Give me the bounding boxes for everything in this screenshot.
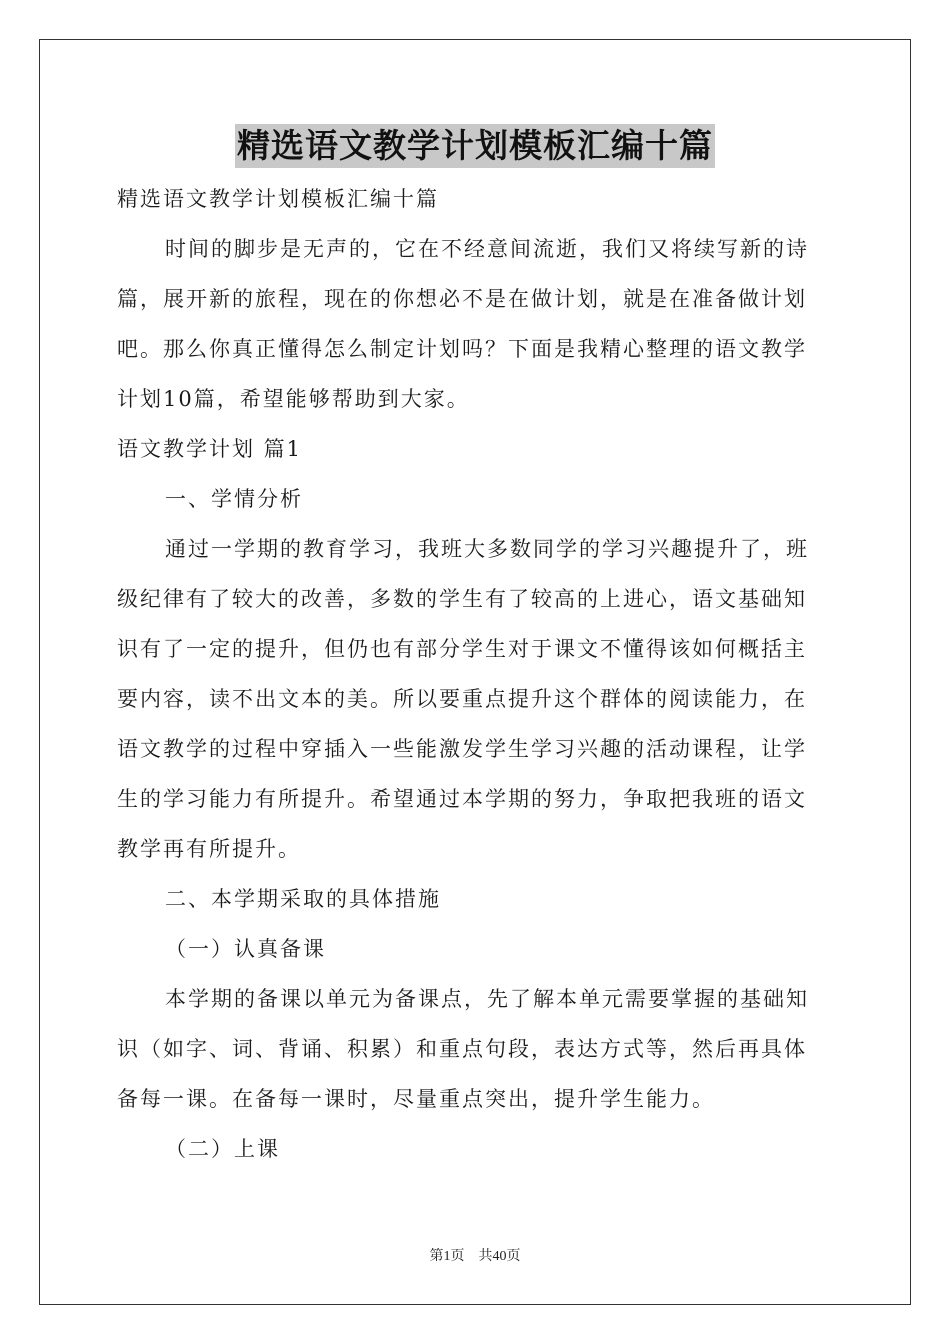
- paragraph-line: 本学期的备课以单元为备课点，先了解本单元需要掌握的基础知: [165, 987, 809, 1011]
- paragraph-line: 语文教学的过程中穿插入一些能激发学生学习兴趣的活动课程，让学: [117, 737, 807, 761]
- paragraph-line: 通过一学期的教育学习，我班大多数同学的学习兴趣提升了，班: [165, 537, 809, 561]
- subsection-heading: 一、学情分析: [165, 487, 303, 511]
- paragraph-line: 识（如字、词、背诵、积累）和重点句段，表达方式等，然后再具体: [117, 1037, 807, 1061]
- paragraph-line: 时间的脚步是无声的，它在不经意间流逝，我们又将续写新的诗: [165, 237, 809, 261]
- subsection-heading: （二）上课: [165, 1137, 280, 1161]
- subsection-heading: 二、本学期采取的具体措施: [165, 887, 441, 911]
- paragraph-line: 要内容，读不出文本的美。所以要重点提升这个群体的阅读能力，在: [117, 687, 807, 711]
- subsection-heading: （一）认真备课: [165, 937, 326, 961]
- paragraph-line: 识有了一定的提升，但仍也有部分学生对于课文不懂得该如何概括主: [117, 637, 807, 661]
- page-number: 第1页: [429, 1249, 465, 1264]
- page-border: [39, 39, 911, 1305]
- paragraph-line: 生的学习能力有所提升。希望通过本学期的努力，争取把我班的语文: [117, 787, 807, 811]
- document-title: 精选语文教学计划模板汇编十篇: [235, 124, 715, 168]
- page-footer: [0, 1248, 950, 1266]
- title-container: [0, 124, 950, 168]
- paragraph-line: 计划10篇，希望能够帮助到大家。: [117, 387, 470, 411]
- paragraph-line: 教学再有所提升。: [117, 837, 301, 861]
- paragraph-line: 篇，展开新的旅程，现在的你想必不是在做计划，就是在准备做计划: [117, 287, 807, 311]
- section-heading: 语文教学计划 篇1: [117, 437, 303, 461]
- paragraph-line: 级纪律有了较大的改善，多数的学生有了较高的上进心，语文基础知: [117, 587, 807, 611]
- paragraph-line: 吧。那么你真正懂得怎么制定计划吗？下面是我精心整理的语文教学: [117, 337, 807, 361]
- subtitle-line: 精选语文教学计划模板汇编十篇: [117, 187, 439, 211]
- page-total: 共40页: [478, 1249, 521, 1264]
- paragraph-line: 备每一课。在备每一课时，尽量重点突出，提升学生能力。: [117, 1087, 715, 1111]
